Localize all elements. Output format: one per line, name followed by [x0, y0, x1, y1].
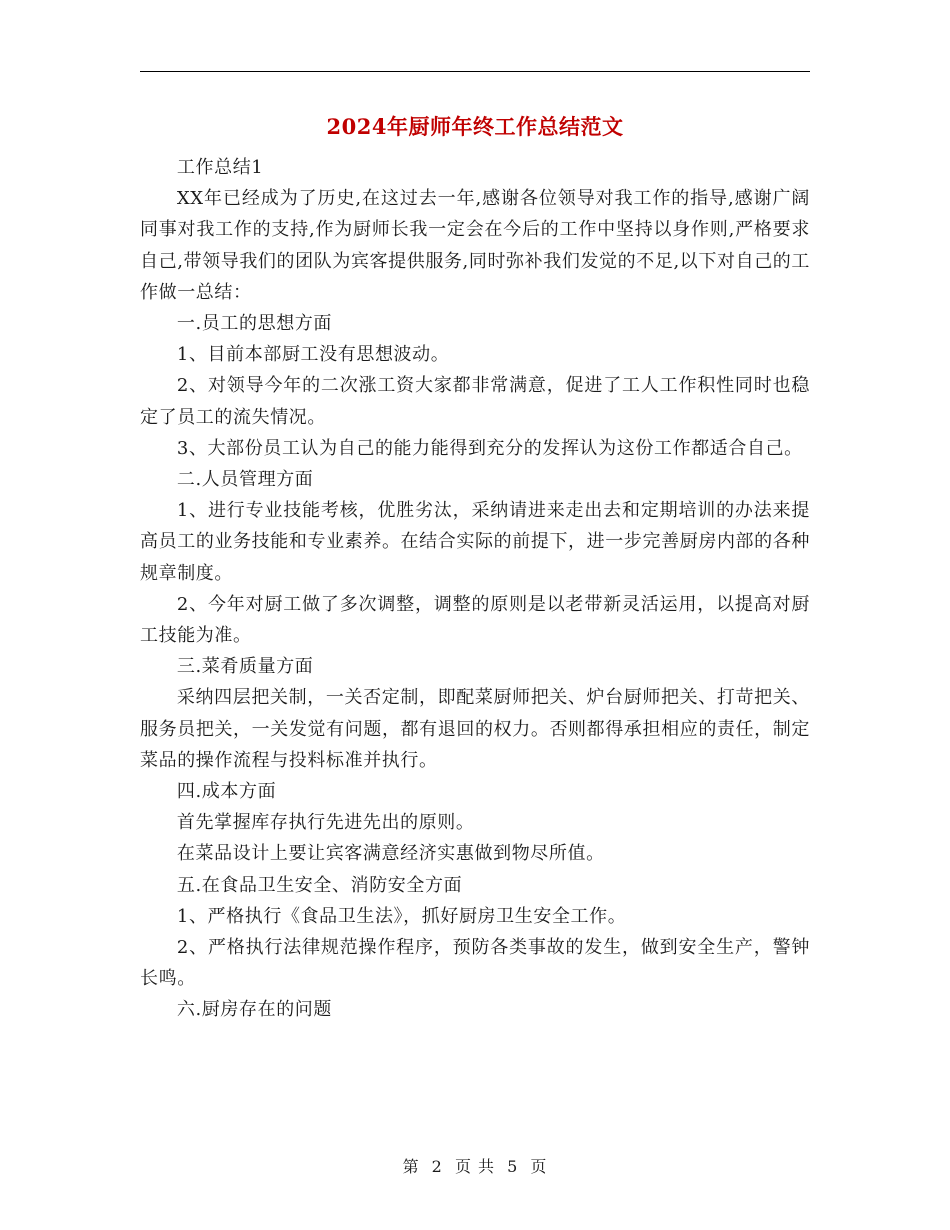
paragraph-section-label: 工作总结1 [176, 157, 264, 178]
paragraph-intro: XX年已经成为了历史,在这过去一年,感谢各位领导对我工作的指导,感谢广阔同事对我工作的支持,作为厨师长我一定会在今后的工作中坚持以身作则,严格要求自己,带领导我们的团队为宾客提供服务,同时弥补我们发觉的不足,以下对自己的工作做一总结： [140, 188, 810, 303]
paragraph-staff-3: 3、大部份员工认为自己的能力能得到充分的发挥认为这份工作都适合自己。 [176, 437, 803, 459]
footer-prefix: 第 [402, 1157, 420, 1176]
heading-kitchen-problems: 六.厨房存在的问题 [176, 999, 333, 1021]
heading-cost: 四.成本方面 [176, 781, 277, 803]
paragraph-safety-2: 2、严格执行法律规范操作程序，预防各类事故的发生，做到安全生产，警钟长鸣。 [140, 937, 810, 990]
heading-safety: 五.在食品卫生安全、消防安全方面 [176, 874, 463, 896]
heading-dish-quality: 三.菜肴质量方面 [176, 656, 314, 678]
footer-suffix: 页 [530, 1157, 548, 1176]
paragraph-dish-quality: 采纳四层把关制，一关否定制，即配菜厨师把关、炉台厨师把关、打苛把关、服务员把关，一关发觉有问题，都有退回的权力。否则都得承担相应的责任，制定菜品的操作流程与投料标准并执行。 [140, 687, 810, 771]
footer-middle: 页 共 [454, 1157, 496, 1176]
document-title: 2024年厨师年终工作总结范文 [326, 114, 624, 139]
paragraph-staff-1: 1、目前本部厨工没有思想波动。 [176, 344, 450, 366]
header-rule [140, 71, 810, 72]
footer-total-pages: 5 [507, 1157, 519, 1176]
document-body [140, 152, 810, 1026]
heading-personnel: 二.人员管理方面 [176, 469, 314, 491]
paragraph-staff-2: 2、对领导今年的二次涨工资大家都非常满意，促进了工人工作积性同时也稳定了员工的流失情况。 [140, 375, 810, 428]
page-footer [0, 1154, 950, 1177]
paragraph-cost-1: 首先掌握库存执行先进先出的原则。 [176, 812, 475, 834]
footer-current-page: 2 [431, 1157, 443, 1176]
paragraph-cost-2: 在菜品设计上要让宾客满意经济实惠做到物尽所值。 [176, 843, 605, 865]
paragraph-personnel-2: 2、今年对厨工做了多次调整，调整的原则是以老带新灵活运用，以提高对厨工技能为准。 [140, 593, 810, 647]
paragraph-safety-1: 1、严格执行《食品卫生法》，抓好厨房卫生安全工作。 [176, 905, 627, 927]
paragraph-personnel-1: 1、进行专业技能考核，优胜劣汰，采纳请进来走出去和定期培训的办法来提高员工的业务技能和专业素养。在结合实际的前提下，进一步完善厨房内部的各种规章制度。 [140, 500, 810, 584]
heading-staff-thought: 一.员工的思想方面 [176, 313, 333, 335]
